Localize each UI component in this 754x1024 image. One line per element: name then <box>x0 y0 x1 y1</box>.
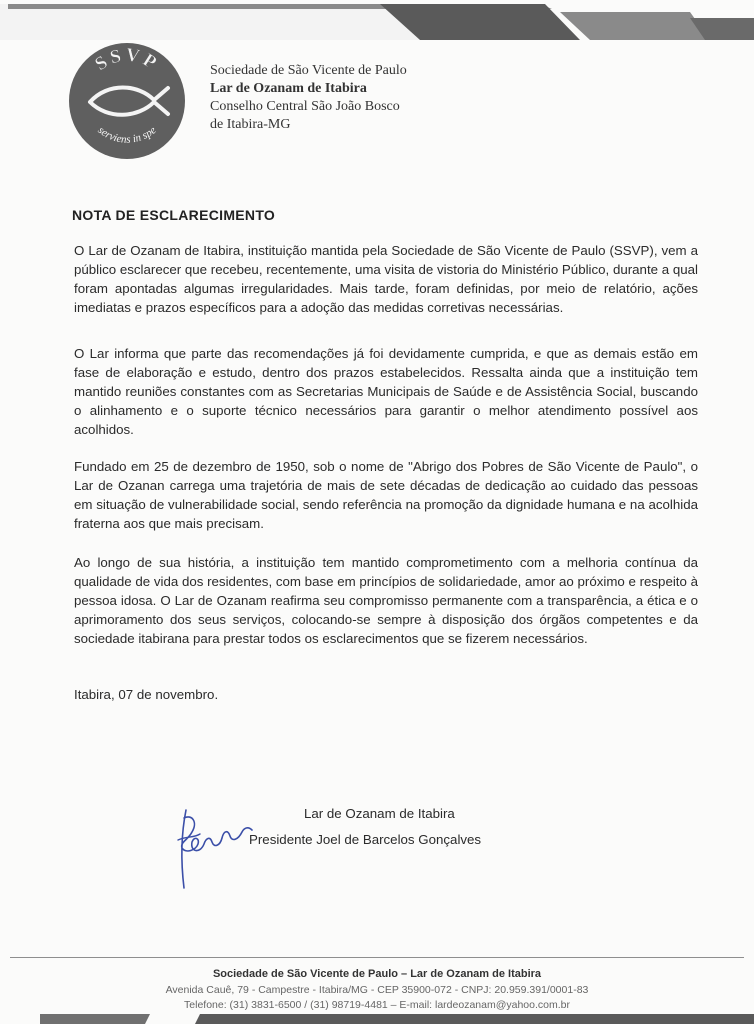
logo-motto: serviens in spe <box>95 124 159 146</box>
logo-acronym: SSVP <box>91 44 163 76</box>
footer-divider <box>10 957 744 958</box>
signature-name: Presidente Joel de Barcelos Gonçalves <box>249 832 482 847</box>
dateline: Itabira, 07 de novembro. <box>74 687 219 702</box>
paragraph-4: Ao longo de sua história, a instituição tem mantido comprometimento com a melhoria contínua da qualidade de vida dos residentes, com base em princípios de solidariedade, amor ao próximo e respeito à pessoa idosa. O Lar de Ozanam reafirma seu compromisso permanente com a transparência, a ética e o aprimoramento dos seus serviços, colocando-se sempre à disposição dos órgãos competentes e da sociedade itabirana para prestar todos os esclarecimentos que se fizerem necessários. <box>74 555 698 646</box>
footer-contact-line: Telefone: (31) 3831-6500 / (31) 98719-4481 – E-mail: lardeozanam@yahoo.com.br <box>184 999 570 1011</box>
footer-address-line: Avenida Cauê, 79 - Campestre - Itabira/MG - CEP 35900-072 - CNPJ: 20.959.391/0001-83 <box>165 984 589 996</box>
ssvp-logo <box>68 42 186 160</box>
document-title: NOTA DE ESCLARECIMENTO <box>72 207 276 223</box>
org-line-1: Sociedade de São Vicente de Paulo <box>210 63 407 78</box>
paragraph-1: O Lar de Ozanam de Itabira, instituição mantida pela Sociedade de São Vicente de Paulo (SSVP), vem a público esclarecer que recebeu, recentemente, uma visita de vistoria do Ministério Público, durante a qual foram apontadas algumas irregularidades. Mais tarde, foram definidas, por meio de relatório, ações imediatas e prazos específicos para a adoção das medidas corretivas necessárias. <box>74 243 698 315</box>
paragraph-3: Fundado em 25 de dezembro de 1950, sob o nome de "Abrigo dos Pobres de São Vicente de Paulo", o Lar de Ozanan carrega uma trajetória de mais de sete décadas de dedicação ao cuidado das pessoas em situação de vulnerabilidade social, sendo referência na promoção da dignidade humana e na acolhida fraterna aos que mais precisam. <box>74 459 698 531</box>
org-line-2: Lar de Ozanam de Itabira <box>210 81 367 96</box>
org-line-3: Conselho Central São João Bosco <box>210 99 400 114</box>
organization-header <box>210 62 407 134</box>
signature-organization: Lar de Ozanam de Itabira <box>304 806 455 821</box>
footer-decorative-band <box>0 1014 754 1024</box>
header-decorative-band <box>0 0 754 40</box>
org-line-4: de Itabira-MG <box>210 117 291 132</box>
footer-org-line: Sociedade de São Vicente de Paulo – Lar de Ozanam de Itabira <box>212 968 542 980</box>
paragraph-2: O Lar informa que parte das recomendações já foi devidamente cumprida, e que as demais estão em fase de elaboração e estudo, dentro dos prazos estabelecidos. Ressalta ainda que a instituição tem mantido reuniões constantes com as Secretarias Municipais de Saúde e de Assistência Social, buscando o alinhamento e o suporte técnico necessários para garantir o melhor atendimento possível aos acolhidos. <box>74 346 698 437</box>
